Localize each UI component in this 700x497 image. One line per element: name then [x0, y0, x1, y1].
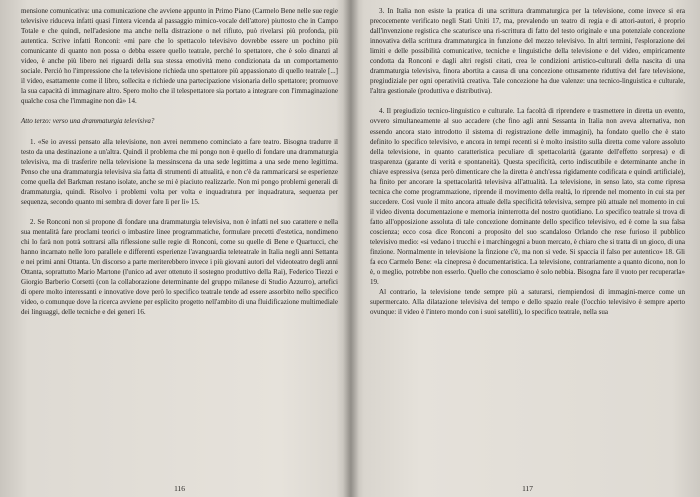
right-page	[370, 6, 685, 494]
left-paragraph-3: 2. Se Ronconi non si propone di fondare una drammaturgia televisiva, non è infatti nel suo carattere e nella sua mentalità fare proclami teorici o imbastire linee programmatiche, formulare precetti d'estetica, nondimeno chi lo farà non potrà sottrarsi alla riflessione sulle regie di Ronconi, come su quelle di Bene e Quartucci, che hanno incarnato nelle loro parallele e differenti esperienze l'avanguardia teleteatrale in Italia negli anni Settanta e nei primi anni Ottanta. Un discorso a parte meriterebbero invece i più giovani autori del videoteatro degli anni Ottanta, soprattutto Mario Martone (l'unico ad aver ottenuto il sostegno produttivo della Rai), Federico Tiezzi e Giorgio Barberio Corsetti (con la collaborazione determinante del gruppo milanese di Studio Azzurro), artefici di opere molto interessanti e innovative dove però lo specifico teatrale tende ad essere assorbito nello specifico video, o comunque dove la ricerca avviene per esplicito progetto nell'ambito di una fluidificazione multimediale dei linguaggi, delle tecniche e dei generi 16.	[21, 217, 338, 317]
right-paragraph-1: 3. In Italia non esiste la pratica di una scrittura drammaturgica per la televisione, come invece si era precocemente verificato negli Stati Uniti 17, ma, prevalendo un teatro di regia e di attori-autori, è proprio dall'invenzione registica che scaturisce una ri-scrittura di fatto del testo originale e una potenziale concezione innovativa della scrittura drammaturgica in funzione del mezzo televisivo. In altri termini, l'esplorazione dei limiti e delle possibilità comunicative, tecniche e linguistiche della televisione e del video, empiricamente condotta da Ronconi e dagli altri registi citati, crea le condizioni artistico-culturali della nascita di una drammaturgia televisiva, finora abortita a causa di una concezione ottusamente riduttiva del fare televisione, pregiudiziale per ogni operatività creativa. Tale concezione ha due valenze: una tecnico-linguistica e culturale, l'altra gestionale (produttiva e distributiva).	[370, 7, 685, 96]
left-paragraph-1: mensione comunicativa: una comunicazione che avviene appunto in Primo Piano (Carmelo Bene nelle sue regie televisive riduceva infatti quasi l'intera vicenda al passaggio mimico-vocale dell'attore) piuttosto che in Campo Totale e che quindi, nell'adesione ma anche nella distrazione o nel rifiuto, può rivelarsi più profonda, più autentica. Scrive infatti Ronconi: «mi pare che lo spettacolo televisivo dovrebbe essere un pochino più comunicante di quanto non possa o debba essere quello teatrale, perché lo spettatore, che è solo dinanzi al video, è anche più libero nei riguardi della sua stessa emotività meno condizionata da un comportamento sociale. Perciò ho l'impressione che la televisione richieda uno spettatore più appassionato di quello teatrale [...] il video, esattamente come il libro, sollecita e richiede una partecipazione visionaria dello spettatore; promuove la sua capacità di immaginare altro. Spero molto che il telespettatore sia portato a integrare con l'immaginazione qualche cosa che l'immagine non dà» 14.	[21, 7, 338, 106]
section-heading: Atto terzo: verso una drammaturgia televisiva?	[21, 117, 155, 126]
book-gutter	[343, 0, 359, 497]
left-page	[21, 6, 338, 494]
right-paragraph-2: 4. Il pregiudizio tecnico-linguistico e culturale. La facoltà di riprendere e trasmettere in diretta un evento, ovvero simultaneamente al suo accadere (che fino agli anni Sessanta in Italia non aveva alternativa, non essendo ancora stato introdotto il sistema di registrazione delle immagini), ha fondato quello che è stato definito lo specifico televisivo, e ancora in tempi recenti si è molto insistito sulla diretta come valore assoluto della televisione, in quanto caratteristica peculiare di spettacolarità (garante dell'effetto sorpresa) e di trasparenza (garante di verità e spontaneità). Questa specificità, certo indiscutibile e determinante anche in chiave espressiva (senza però dimenticare che la diretta è anch'essa rigidamente codificata e quindi artificiale), ha finito per ancorare la spettacolarità televisiva all'attualità. La televisione, in senso lato, sta come ripresa tecnica che come programmazione, riprende il movimento della realtà, lo riprende nel momento in cui sta per succedere. Così vuole il mito ancora attuale della specificità televisiva, sempre più attuale nel momento in cui il video diventa documentazione e memoria ininterrotta del nostro quotidiano. Lo specifico teatrale si trova di fatto all'opposizione assoluta di tale concezione dominante dello specifico televisivo, ed è come la sua falsa coscienza; ecco cosa dice Ronconi a proposito del suo scandaloso Orlando che rese furioso il pubblico televisivo medio: «si vedano i trucchi e i marchingegni a buon mercato, è chiaro che si tratta di un gioco, di una finzione. Normalmente in televisione la finzione c'è, ma non si vede. Si spaccia il falso per autentico» 18. Gli fa eco Carmelo Bene: «la cinepresa è documentaristica. La televisione, contrariamente a quanto dicono, non lo è, o meglio, potrebbe non esserlo. Quello che conosciamo è solo nebbia. Bisogna fare il vuoto per recuperarla» 19.	[370, 107, 685, 287]
page-number-right: 117	[522, 483, 533, 493]
page-number-left: 116	[174, 483, 185, 493]
right-paragraph-3: Al contrario, la televisione tende sempre più a saturarsi, riempiendosi di immagini-merce come un supermercato. Alla dilatazione televisiva del tempo e dello spazio reale (l'occhio televisivo è sempre aperto ovunque: il video è l'intero mondo con i suoi satelliti), lo specifico teatrale, nella sua	[370, 288, 685, 317]
left-paragraph-2: 1. «Se io avessi pensato alla televisione, non avrei nemmeno cominciato a fare teatro. Bisogna tradurre il testo da una destinazione a un'altra. Quindi il problema che mi pongo non è quello di fondare una drammaturgia televisiva, ma di trasferire nella televisione la messinscena da una sede legittima a una sede meno legittima. Penso che una drammaturgia televisiva sia fatta di strumenti di attualità, e non c'è da rammaricarsi se esperienze come quella del Barkman restano isolate, anche se mi è piaciuto realizzarle. Non mi pongo problemi generali di drammaturgia, quindi. Risolvo i problemi volta per volta e inquadratura per inquadratura, sequenza per sequenza, secondo quanto mi sembra di dover fare lì per lì» 15.	[21, 137, 338, 206]
